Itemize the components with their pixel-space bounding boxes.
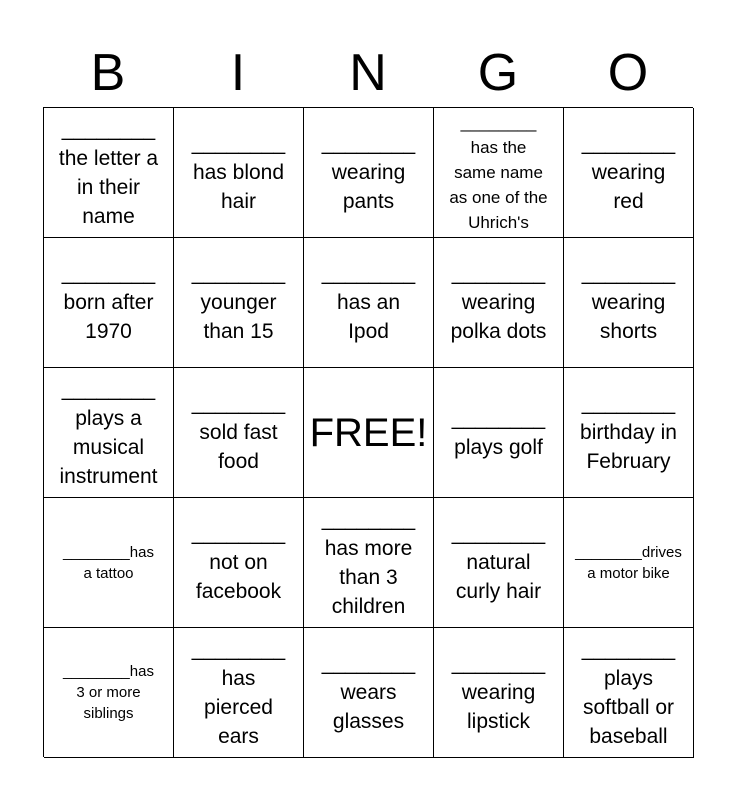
bingo-cell[interactable]: ________ has blond hair [174,108,304,238]
bingo-header [43,40,693,106]
bingo-cell[interactable]: ________ has pierced ears [174,628,304,758]
bingo-cell[interactable]: ________ wearing lipstick [434,628,564,758]
bingo-cell[interactable]: ________ not on facebook [174,498,304,628]
bingo-cell[interactable]: ________ has more than 3 children [304,498,434,628]
bingo-cell[interactable]: ________ wearing shorts [564,238,694,368]
bingo-cell[interactable]: ________drives a motor bike [564,498,694,628]
bingo-cell[interactable]: ________ the letter a in their name [44,108,174,238]
bingo-cell[interactable]: ________ wearing pants [304,108,434,238]
bingo-cell[interactable]: ________ born after 1970 [44,238,174,368]
header-letter-n: N [349,44,387,102]
bingo-cell[interactable]: ________ younger than 15 [174,238,304,368]
bingo-cell[interactable]: ________ wearing red [564,108,694,238]
bingo-cell[interactable]: ________ wearing polka dots [434,238,564,368]
header-letter-o: O [607,44,649,102]
bingo-cell[interactable]: ________ birthday in February [564,368,694,498]
bingo-cell[interactable]: ________ plays a musical instrument [44,368,174,498]
bingo-cell[interactable]: ________ wears glasses [304,628,434,758]
header-letter-i: I [230,44,246,102]
bingo-grid [43,107,693,757]
header-letter-g: G [477,44,519,102]
bingo-cell[interactable]: ________ sold fast food [174,368,304,498]
bingo-cell[interactable]: ________has 3 or more siblings [44,628,174,758]
header-letter-b: B [90,44,126,102]
bingo-cell[interactable]: ________ plays golf [434,368,564,498]
bingo-cell[interactable]: ________ plays softball or baseball [564,628,694,758]
bingo-cell[interactable]: ________ natural curly hair [434,498,564,628]
bingo-cell[interactable]: ________has a tattoo [44,498,174,628]
bingo-cell[interactable]: ________ has an Ipod [304,238,434,368]
bingo-cell[interactable]: ________ has the same name as one of the Uhrich's [434,108,564,238]
free-space-cell[interactable]: FREE! [304,368,434,498]
